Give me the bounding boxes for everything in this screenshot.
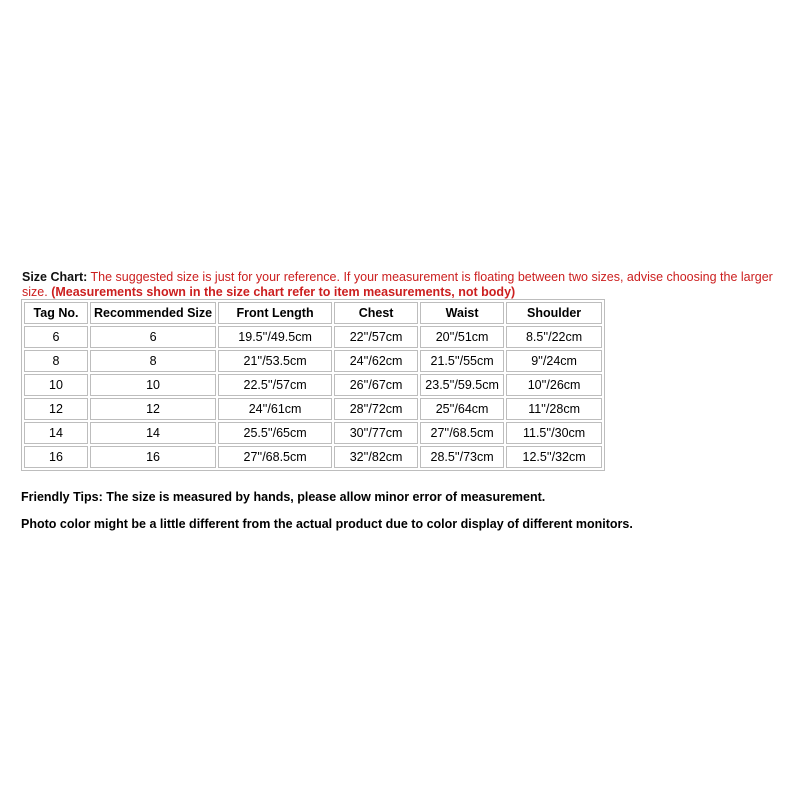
cell-waist: 27''/68.5cm (420, 422, 504, 444)
cell-waist: 25''/64cm (420, 398, 504, 420)
cell-chest: 30''/77cm (334, 422, 418, 444)
cell-shoulder: 11''/28cm (506, 398, 602, 420)
cell-front-length: 24''/61cm (218, 398, 332, 420)
header-chest: Chest (334, 302, 418, 324)
cell-waist: 20''/51cm (420, 326, 504, 348)
table-row (24, 326, 602, 348)
table-row (24, 398, 602, 420)
cell-tag-no: 10 (24, 374, 88, 396)
cell-front-length: 22.5''/57cm (218, 374, 332, 396)
cell-tag-no: 12 (24, 398, 88, 420)
cell-chest: 22''/57cm (334, 326, 418, 348)
cell-shoulder: 8.5''/22cm (506, 326, 602, 348)
table-row (24, 374, 602, 396)
cell-chest: 26''/67cm (334, 374, 418, 396)
cell-recommended-size: 10 (90, 374, 216, 396)
cell-chest: 32''/82cm (334, 446, 418, 468)
header-tag-no: Tag No. (24, 302, 88, 324)
cell-chest: 24''/62cm (334, 350, 418, 372)
cell-front-length: 21''/53.5cm (218, 350, 332, 372)
table-header-row (24, 302, 602, 324)
header-shoulder: Shoulder (506, 302, 602, 324)
cell-shoulder: 10''/26cm (506, 374, 602, 396)
cell-recommended-size: 14 (90, 422, 216, 444)
cell-tag-no: 14 (24, 422, 88, 444)
header-waist: Waist (420, 302, 504, 324)
cell-chest: 28''/72cm (334, 398, 418, 420)
cell-recommended-size: 12 (90, 398, 216, 420)
cell-front-length: 27''/68.5cm (218, 446, 332, 468)
measurement-note: (Measurements shown in the size chart refer to item measurements, not body) (51, 285, 516, 299)
table-row (24, 422, 602, 444)
header-recommended-size: Recommended Size (90, 302, 216, 324)
cell-recommended-size: 8 (90, 350, 216, 372)
cell-tag-no: 6 (24, 326, 88, 348)
cell-shoulder: 12.5''/32cm (506, 446, 602, 468)
cell-waist: 23.5''/59.5cm (420, 374, 504, 396)
cell-shoulder: 9''/24cm (506, 350, 602, 372)
cell-recommended-size: 6 (90, 326, 216, 348)
cell-recommended-size: 16 (90, 446, 216, 468)
cell-front-length: 19.5''/49.5cm (218, 326, 332, 348)
cell-waist: 21.5''/55cm (420, 350, 504, 372)
cell-shoulder: 11.5''/30cm (506, 422, 602, 444)
table-row (24, 446, 602, 468)
cell-tag-no: 16 (24, 446, 88, 468)
cell-front-length: 25.5''/65cm (218, 422, 332, 444)
size-chart-intro (22, 270, 784, 300)
friendly-tip: Friendly Tips: The size is measured by hands, please allow minor error of measurement. (21, 490, 546, 504)
cell-tag-no: 8 (24, 350, 88, 372)
size-chart-description: The suggested size is just for your reference. If your measurement is floating between two sizes, advise choosing the larger size. (22, 270, 773, 299)
size-chart-label: Size Chart: (22, 270, 88, 284)
header-front-length: Front Length (218, 302, 332, 324)
table-row (24, 350, 602, 372)
color-disclaimer: Photo color might be a little different from the actual product due to color display of different monitors. (21, 517, 633, 531)
cell-waist: 28.5''/73cm (420, 446, 504, 468)
size-table (21, 299, 605, 471)
